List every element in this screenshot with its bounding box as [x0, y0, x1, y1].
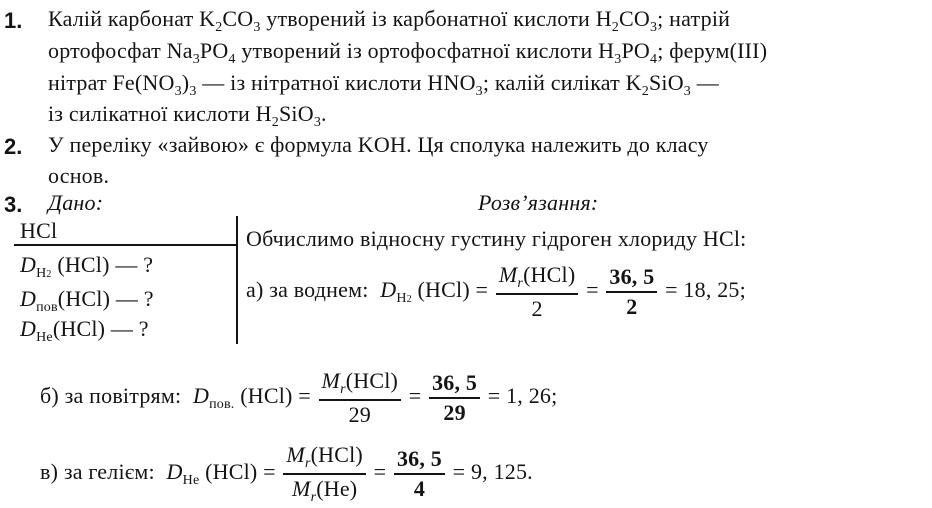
subscript-text: H	[36, 266, 47, 281]
label: б) за повітрям:	[40, 383, 182, 409]
subscript: пов	[36, 300, 58, 315]
fraction-1	[283, 442, 366, 506]
result: = 9, 125.	[452, 459, 533, 485]
item-3-number: 3.	[4, 192, 23, 217]
text: — із нітратної кислоти HNO	[196, 70, 476, 95]
subscript: He	[36, 330, 53, 345]
item-2-line-1: У переліку «зайвою» є формула KOH. Ця сполука належить до класу	[48, 132, 709, 157]
item-1-number: 1.	[4, 8, 23, 33]
item-1-line-2	[48, 38, 767, 68]
fraction-2	[606, 264, 657, 320]
symbol: D	[166, 459, 183, 485]
text: ортофосфат Na	[48, 38, 193, 63]
text: ; ферум(III)	[657, 38, 768, 63]
text: .	[321, 101, 327, 126]
text: CO	[222, 6, 254, 31]
numerator: 36, 5	[429, 370, 480, 399]
symbol: M	[321, 368, 341, 393]
denominator	[283, 475, 366, 506]
solution-heading: Розв’язання:	[478, 190, 599, 215]
find-item-1	[20, 252, 153, 282]
subscript: 3	[174, 84, 182, 99]
text: ; натрій	[657, 6, 731, 31]
result: = 18, 25;	[665, 277, 746, 303]
subscript: 3	[253, 20, 261, 35]
label: а) за воднем:	[246, 277, 369, 303]
item-2-line-2: основ.	[48, 163, 110, 188]
item-1-line-4	[48, 101, 327, 131]
text: утворений із ортофосфатної кислоти H	[235, 38, 615, 63]
result: = 1, 26;	[487, 383, 558, 409]
text: —	[691, 70, 719, 95]
text: PO	[199, 38, 229, 63]
text: (HCl)	[523, 262, 576, 287]
numerator: 36, 5	[606, 264, 657, 293]
equation-hydrogen	[246, 262, 746, 322]
equals-sign: =	[373, 459, 387, 485]
denominator: 4	[413, 476, 426, 501]
subscript: 2	[641, 84, 649, 99]
symbol: M	[292, 476, 311, 501]
given-vertical-rule	[236, 216, 238, 344]
symbol: D	[193, 383, 210, 409]
symbol: D	[20, 286, 37, 311]
subscript: 4	[650, 52, 658, 67]
item-1-line-1	[48, 6, 730, 36]
numerator	[283, 442, 366, 475]
subscript: 3	[475, 84, 483, 99]
subscript: 2	[215, 20, 223, 35]
subscript: 3	[192, 52, 200, 67]
given-divider	[14, 244, 236, 246]
subscript: 3	[683, 84, 691, 99]
given-heading: Дано:	[48, 190, 104, 215]
subscript: 3	[649, 20, 658, 35]
numerator: 36, 5	[394, 446, 445, 475]
denominator: 29	[443, 400, 466, 425]
denominator: 2	[531, 296, 543, 321]
subscript	[36, 266, 52, 281]
lhs: (HCl) =	[205, 459, 276, 485]
symbol: M	[498, 262, 518, 287]
equals-sign: =	[408, 383, 422, 409]
numerator	[319, 368, 402, 401]
subscript-index: 2	[406, 294, 412, 306]
item-1-line-3	[48, 70, 719, 100]
text: SiO	[648, 70, 684, 95]
subscript: r	[304, 456, 311, 471]
text: CO	[619, 6, 650, 31]
symbol: D	[380, 277, 397, 303]
numerator	[496, 262, 579, 295]
subscript: r	[340, 382, 346, 397]
text: SiO	[278, 101, 314, 126]
fraction-2	[429, 370, 480, 426]
subscript: 3	[313, 115, 322, 130]
equation-air	[40, 368, 557, 428]
symbol: D	[20, 252, 37, 277]
text: Калій карбонат K	[48, 6, 216, 31]
symbol: M	[286, 442, 305, 467]
text: (HCl) — ?	[52, 316, 149, 341]
subscript: 3	[189, 84, 197, 99]
fraction-2	[394, 446, 445, 502]
find-item-3	[20, 316, 149, 346]
text: PO	[621, 38, 651, 63]
text: (HCl)	[345, 368, 399, 393]
denominator: 2	[626, 294, 638, 319]
fraction-1	[496, 262, 579, 322]
fraction-1	[319, 368, 402, 428]
subscript: r	[310, 490, 317, 505]
subscript	[396, 291, 412, 306]
text: утворений із карбонатної кислоти H	[260, 6, 612, 31]
text: (HCl) — ?	[57, 252, 154, 277]
denominator: 29	[348, 402, 371, 427]
item-2-number: 2.	[4, 134, 23, 159]
label: в) за гелієм:	[40, 459, 155, 485]
solution-intro: Обчислимо відносну густину гідроген хлориду HCl:	[246, 226, 747, 251]
subscript: пов.	[209, 397, 235, 413]
text: (HCl)	[310, 442, 363, 467]
text: із силікатної кислоти H	[48, 101, 272, 126]
text: нітрат Fe(NO	[48, 70, 175, 95]
subscript: He	[182, 473, 200, 489]
equals-sign: =	[586, 277, 599, 303]
given-substance: HCl	[20, 218, 58, 243]
subscript-text: H	[396, 291, 407, 307]
subscript: 3	[614, 52, 622, 67]
text: (He)	[316, 476, 358, 501]
lhs: (HCl) =	[417, 277, 489, 303]
text: ; калій силікат K	[482, 70, 642, 95]
subscript: 4	[228, 52, 236, 67]
lhs: (HCl) =	[240, 383, 311, 409]
subscript: r	[517, 276, 524, 291]
subscript: 2	[611, 20, 619, 35]
text: )	[181, 70, 190, 95]
equation-helium	[40, 442, 533, 506]
find-item-2	[20, 286, 154, 316]
symbol: D	[20, 316, 37, 341]
subscript: 2	[271, 115, 279, 130]
text: (HCl) — ?	[57, 286, 154, 311]
subscript-index: 2	[46, 269, 52, 280]
